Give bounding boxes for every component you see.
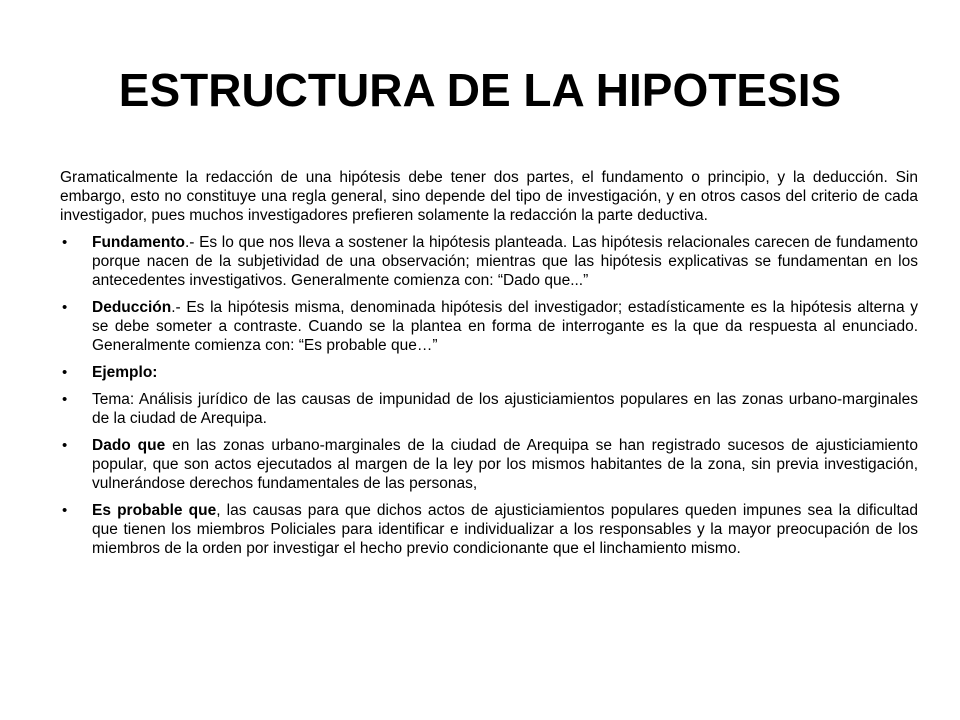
term-fundamento: Fundamento	[92, 234, 185, 251]
dado-que-text: en las zonas urbano-marginales de la ciudad de Arequipa se han registrado sucesos de ajusticiamiento popular, que son actos ejecutados al margen de la ley por los mismos habitantes de la zona, sin previa investigación, vulnerándose derechos fundamentales de las personas,	[92, 437, 918, 492]
list-item-deduccion	[60, 298, 918, 355]
definition-fundamento: .- Es lo que nos lleva a sostener la hipótesis planteada. Las hipótesis relacionales carecen de fundamento porque nacen de la subjetividad de una observación; mientras que las hipótesis explicativas se fundamentan en los antecedentes investigativos. Generalmente comienza con: “Dado que...”	[92, 234, 918, 289]
bullet-icon: •	[62, 234, 68, 251]
term-dado-que: Dado que	[92, 437, 166, 454]
intro-paragraph: Gramaticalmente la redacción de una hipótesis debe tener dos partes, el fundamento o principio, y la deducción. Sin embargo, esto no constituye una regla general, sino depende del tipo de investigación, y en otros casos del criterio de cada investigador, pues muchos investigadores prefieren solamente la redacción la parte deductiva.	[60, 169, 918, 224]
slide-title: ESTRUCTURA DE LA HIPOTESIS	[118, 64, 842, 116]
bullet-list	[60, 233, 918, 558]
slide-content	[60, 168, 918, 566]
bullet-icon: •	[62, 502, 68, 519]
list-item-ejemplo	[60, 363, 918, 382]
list-item-dado-que	[60, 436, 918, 493]
list-item-fundamento	[60, 233, 918, 290]
term-deduccion: Deducción	[92, 299, 172, 316]
term-es-probable-que: Es probable que	[92, 502, 217, 519]
list-item-es-probable-que	[60, 501, 918, 558]
list-item-tema	[60, 390, 918, 428]
term-ejemplo: Ejemplo:	[92, 364, 158, 381]
bullet-icon: •	[62, 299, 68, 316]
bullet-icon: •	[62, 364, 68, 381]
bullet-icon: •	[62, 437, 68, 454]
definition-deduccion: .- Es la hipótesis misma, denominada hipótesis del investigador; estadísticamente es la hipótesis alterna y se debe someter a contraste. Cuando se la plantea en forma de interrogante es la que da respuesta al enunciado. Generalmente comienza con: “Es probable que…”	[92, 299, 918, 354]
tema-text: Tema: Análisis jurídico de las causas de impunidad de los ajusticiamientos populares en las zonas urbano-marginales de la ciudad de Arequipa.	[92, 391, 918, 427]
es-probable-que-text: , las causas para que dichos actos de ajusticiamientos populares queden impunes sea la dificultad que tienen los miembros Policiales para identificar e individualizar a los responsables y la mayor preocupación de los miembros de la orden por investigar el hecho previo condicionante que el linchamiento mismo.	[92, 502, 918, 557]
bullet-icon: •	[62, 391, 68, 408]
